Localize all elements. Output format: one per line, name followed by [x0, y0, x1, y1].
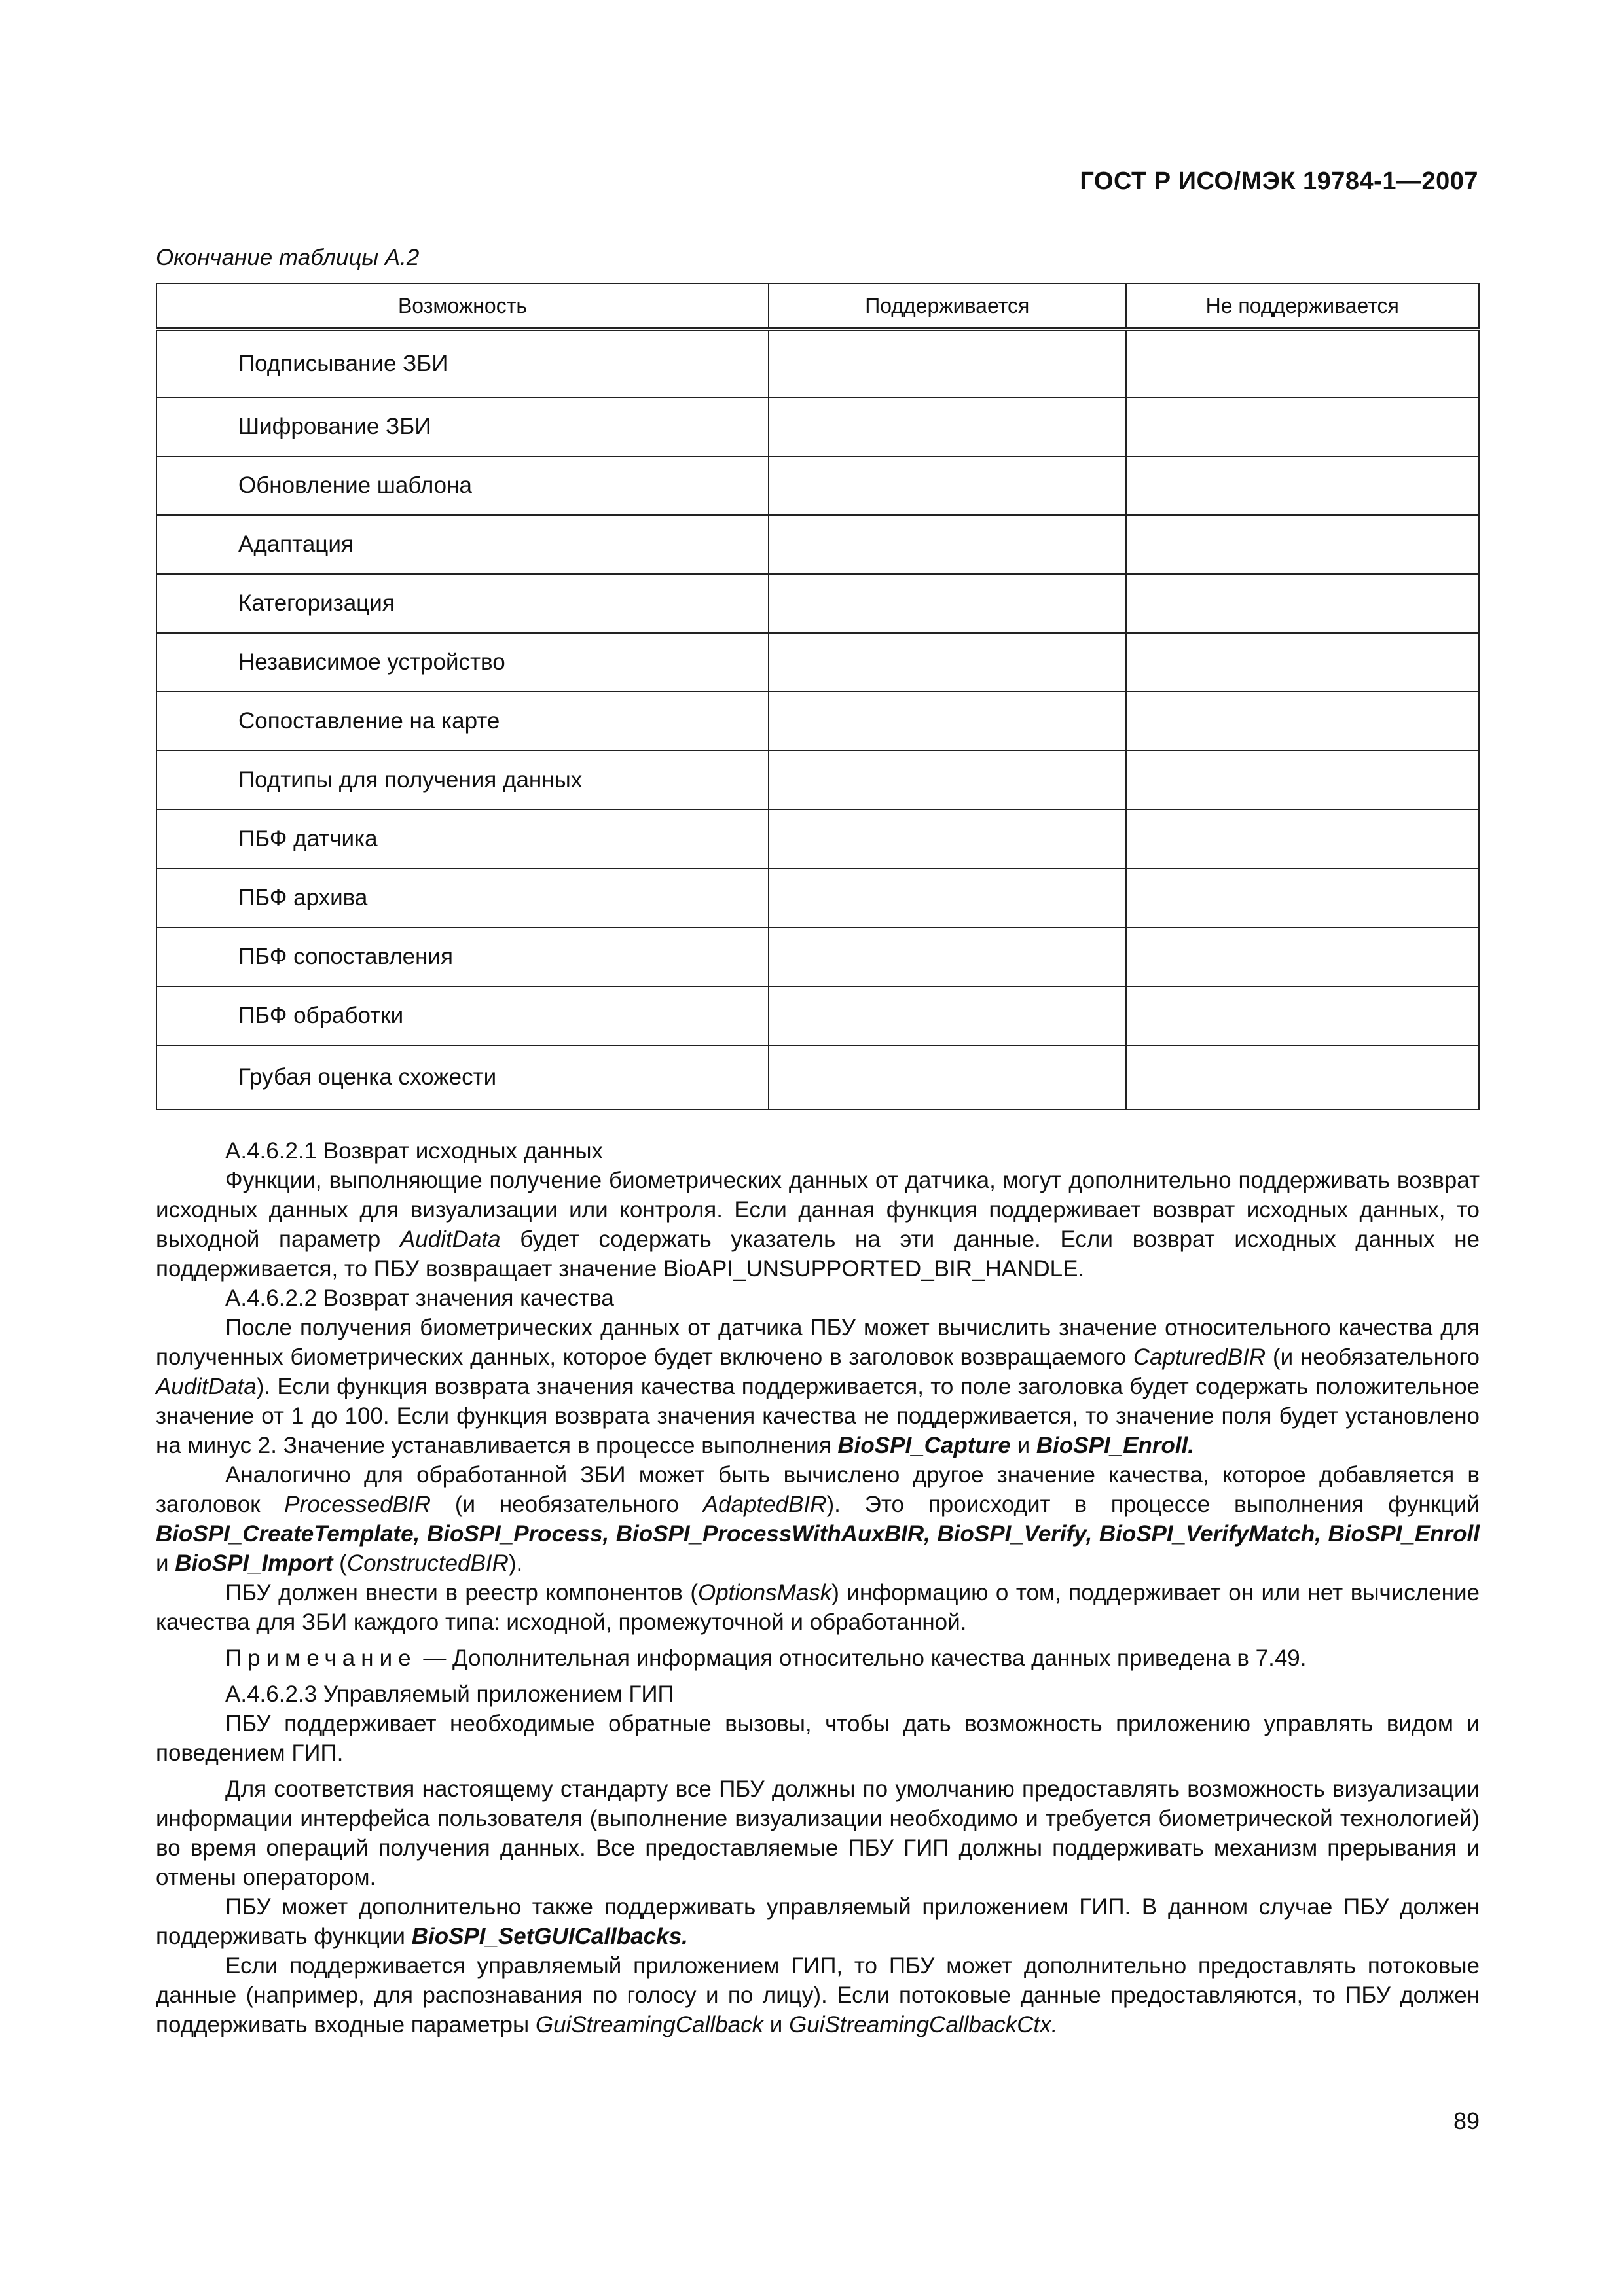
supported-cell — [769, 456, 1125, 515]
parameter-name: GuiStreamingCallback — [535, 2012, 764, 2037]
table-row — [156, 810, 1479, 869]
text-run: и — [156, 1551, 175, 1576]
capability-cell: Категоризация — [156, 574, 769, 633]
parameter-name: ProcessedBIR — [284, 1492, 431, 1517]
supported-cell — [769, 986, 1125, 1045]
note-text: — Дополнительная информация относительно качества данных приведена в 7.49. — [416, 1645, 1307, 1671]
table-caption: Окончание таблицы А.2 — [156, 245, 420, 270]
supported-cell — [769, 574, 1125, 633]
note-label: Примечание — [225, 1645, 417, 1671]
table-row — [156, 456, 1479, 515]
body-text — [156, 1136, 1480, 2039]
table-row — [156, 515, 1479, 574]
table-row — [156, 329, 1479, 397]
function-name: BioSPI_Capture — [837, 1433, 1011, 1458]
parameter-name: OptionsMask — [697, 1580, 832, 1605]
text-run: После получения биометрических данных от датчика ПБУ может вычислить значение относительного качества для полученных биометрических данных, которое будет включено в заголовок возвращаемого — [156, 1315, 1480, 1370]
not-supported-cell — [1126, 456, 1480, 515]
supported-cell — [769, 329, 1125, 397]
text-run: и — [1010, 1433, 1036, 1458]
table-header-row — [156, 283, 1479, 329]
text-run: (и необязательного — [431, 1492, 703, 1517]
text-run: Функции, выполняющие получение биометрических данных от датчика, могут дополнительно поддерживать возврат исходных данных для визуализации или контроля. Если данная функция поддерживает возврат исходных данных, то выходной параметр — [156, 1168, 1480, 1252]
table-row — [156, 869, 1479, 927]
text-run: ) информацию о том, поддерживает он или нет вычисление качества для ЗБИ каждого типа: исходной, промежуточной и обработанной. — [156, 1580, 1480, 1635]
text-run: ). — [508, 1551, 523, 1576]
not-supported-cell — [1126, 515, 1480, 574]
paragraph — [156, 1578, 1480, 1637]
section-heading-gui: А.4.6.2.3 Управляемый приложением ГИП — [225, 1681, 674, 1707]
text-run: и — [763, 2012, 790, 2037]
supported-cell — [769, 397, 1125, 456]
supported-cell — [769, 869, 1125, 927]
capability-cell: Шифрование ЗБИ — [156, 397, 769, 456]
table-row — [156, 633, 1479, 692]
not-supported-cell — [1126, 633, 1480, 692]
not-supported-cell — [1126, 329, 1480, 397]
table-row — [156, 751, 1479, 810]
text-run: ( — [333, 1551, 347, 1576]
supported-cell — [769, 810, 1125, 869]
table-row — [156, 986, 1479, 1045]
paragraph — [156, 1460, 1480, 1578]
supported-cell — [769, 927, 1125, 986]
not-supported-cell — [1126, 986, 1480, 1045]
capability-cell: ПБФ датчика — [156, 810, 769, 869]
supported-cell — [769, 515, 1125, 574]
text-run: Если поддерживается управляемый приложением ГИП, то ПБУ может дополнительно предоставлять потоковые данные (например, для распознавания по голосу и по лицу). Если потоковые данные предоставляются, то ПБУ должен поддерживать входные параметры — [156, 1953, 1480, 2037]
not-supported-cell — [1126, 869, 1480, 927]
not-supported-cell — [1126, 574, 1480, 633]
capability-cell: Подтипы для получения данных — [156, 751, 769, 810]
not-supported-cell — [1126, 927, 1480, 986]
paragraph — [156, 1313, 1480, 1460]
capability-cell: Подписывание ЗБИ — [156, 329, 769, 397]
page-number: 89 — [1453, 2108, 1480, 2134]
section-heading-quality: А.4.6.2.2 Возврат значения качества — [225, 1285, 614, 1311]
text-run: ). Это происходит в процессе выполнения функций — [826, 1492, 1480, 1517]
capability-cell: Сопоставление на карте — [156, 692, 769, 751]
paragraph — [156, 1892, 1480, 1951]
parameter-name: AdaptedBIR — [702, 1492, 827, 1517]
not-supported-cell — [1126, 1045, 1480, 1109]
table-row — [156, 927, 1479, 986]
table-row — [156, 574, 1479, 633]
not-supported-cell — [1126, 751, 1480, 810]
function-name: BioSPI_SetGUICallbacks. — [411, 1924, 688, 1949]
capability-cell: ПБФ архива — [156, 869, 769, 927]
capability-cell: Независимое устройство — [156, 633, 769, 692]
supported-cell — [769, 1045, 1125, 1109]
function-name-list: BioSPI_CreateTemplate, BioSPI_Process, BioSPI_ProcessWithAuxBIR, BioSPI_Verify, BioSPI_VerifyMatch, BioSPI_Enroll — [156, 1521, 1480, 1547]
function-name: BioSPI_Import — [175, 1551, 333, 1576]
capability-cell: Грубая оценка схожести — [156, 1045, 769, 1109]
text-run: ПБУ должен внести в реестр компонентов ( — [225, 1580, 698, 1605]
capabilities-table — [156, 283, 1480, 1110]
function-name: BioSPI_Enroll. — [1036, 1433, 1195, 1458]
parameter-name: AuditData — [156, 1374, 257, 1399]
column-header-not-supported: Не поддерживается — [1126, 283, 1480, 329]
parameter-name: CapturedBIR — [1133, 1344, 1266, 1370]
capability-cell: ПБФ обработки — [156, 986, 769, 1045]
paragraph — [156, 1951, 1480, 2039]
parameter-name: GuiStreamingCallbackCtx. — [789, 2012, 1058, 2037]
supported-cell — [769, 633, 1125, 692]
supported-cell — [769, 692, 1125, 751]
parameter-name: ConstructedBIR — [346, 1551, 509, 1576]
paragraph: ПБУ поддерживает необходимые обратные вызовы, чтобы дать возможность приложению управлять видом и поведением ГИП. — [156, 1711, 1480, 1766]
capability-cell: Адаптация — [156, 515, 769, 574]
table-row — [156, 692, 1479, 751]
capability-cell: ПБФ сопоставления — [156, 927, 769, 986]
section-heading-raw-data: А.4.6.2.1 Возврат исходных данных — [225, 1138, 603, 1164]
paragraph: Для соответствия настоящему стандарту все ПБУ должны по умолчанию предоставлять возможность визуализации информации интерфейса пользователя (выполнение визуализации необходимо и требуется биометрической технологией) во время операций получения данных. Все предоставляемые ПБУ ГИП должны поддерживать механизм прерывания и отмены оператором. — [156, 1776, 1480, 1890]
parameter-name: AuditData — [399, 1227, 501, 1252]
text-run: ). Если функция возврата значения качества поддерживается, то поле заголовка будет содержать положительное значение от 1 до 100. Если функция возврата значения качества не поддерживается, то значение поля будет установлено на минус 2. Значение устанавливается в процессе выполнения — [156, 1374, 1480, 1458]
not-supported-cell — [1126, 692, 1480, 751]
note — [156, 1643, 1480, 1673]
paragraph — [156, 1166, 1480, 1283]
column-header-capability: Возможность — [156, 283, 769, 329]
table-row — [156, 397, 1479, 456]
capability-cell: Обновление шаблона — [156, 456, 769, 515]
column-header-supported: Поддерживается — [769, 283, 1125, 329]
table-row — [156, 1045, 1479, 1109]
supported-cell — [769, 751, 1125, 810]
not-supported-cell — [1126, 397, 1480, 456]
text-run: (и необязательного — [1266, 1344, 1480, 1370]
text-run: будет содержать указатель на эти данные. Если возврат исходных данных не поддерживается, то ПБУ возвращает значение BioAPI_UNSUPPORTED_BIR_HANDLE. — [156, 1227, 1480, 1282]
text-run: Аналогично для обработанной ЗБИ может быть вычислено другое значение качества, которое добавляется в заголовок — [156, 1462, 1480, 1517]
not-supported-cell — [1126, 810, 1480, 869]
text-run: ПБУ может дополнительно также поддерживать управляемый приложением ГИП. В данном случае ПБУ должен поддерживать функции — [156, 1894, 1480, 1949]
document-code: ГОСТ Р ИСО/МЭК 19784-1—2007 — [1080, 168, 1478, 195]
